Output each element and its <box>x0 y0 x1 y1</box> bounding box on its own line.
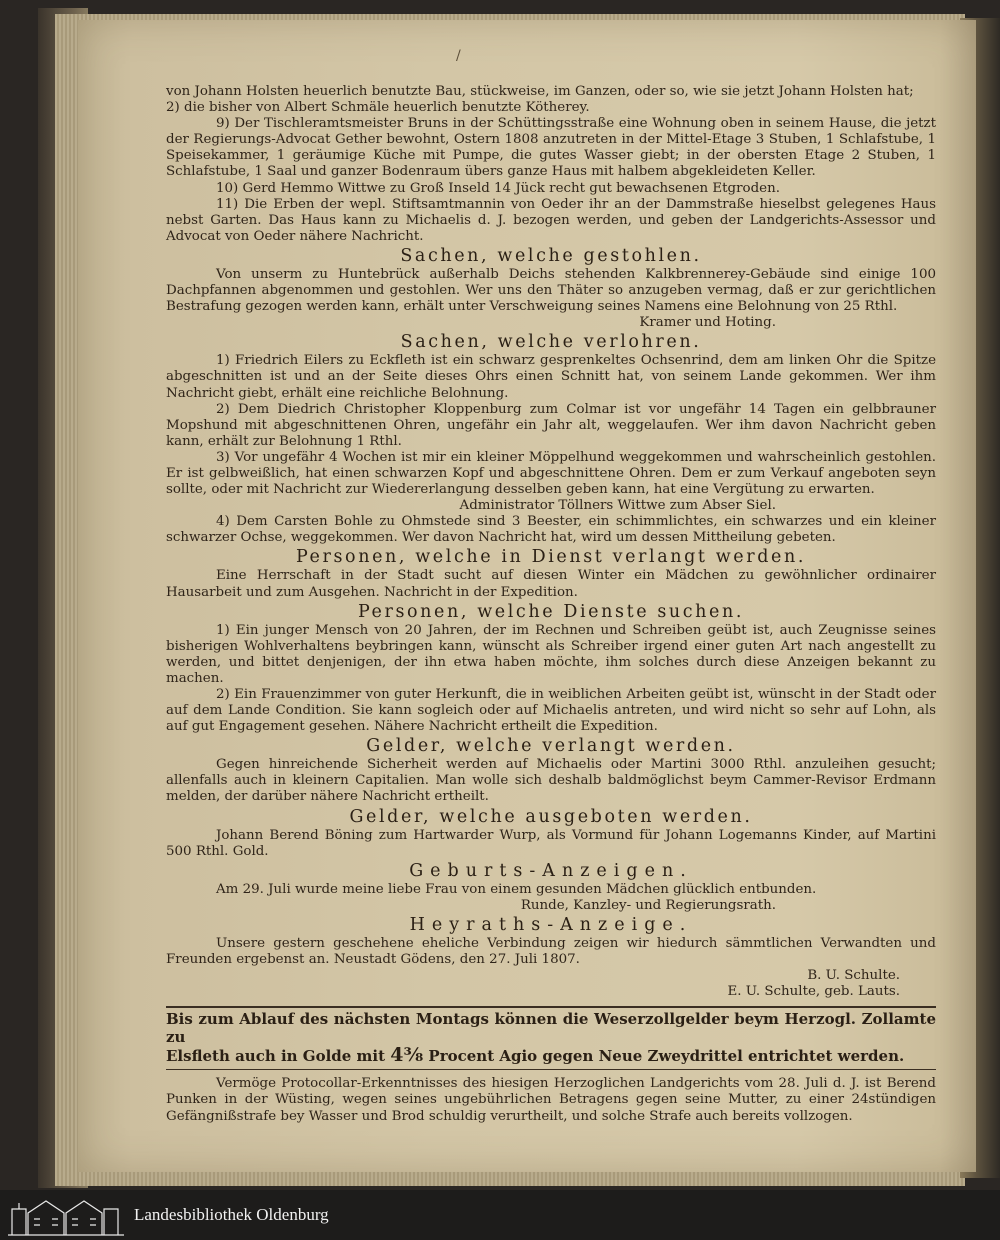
page-text <box>166 84 936 1125</box>
intro-line-2: 2) die bisher von Albert Schmäle heuerlich benutzte Kötherey. <box>166 100 590 116</box>
lost-signature: Administrator Töllners Wittwe zum Abser Siel. <box>459 498 776 514</box>
lost-item-1: 1) Friedrich Eilers zu Eckfleth ist ein schwarz gesprenkeltes Ochsenrind, dem am linken Ohr die Spitze abgeschnitten ist und an der Seite dieses Ohrs einen Schnitt hat, von seinem Lande gekommen. Wer ihm Nachricht giebt, erhält eine reichliche Belohnung. <box>166 353 936 401</box>
customs-notice-line-2b: Procent Agio gegen Neue Zweydrittel entrichtet werden. <box>428 1047 905 1066</box>
wanted-service-heading: Personen, welche in Dienst verlangt werden. <box>295 547 807 568</box>
stolen-text: Von unserm zu Huntebrück außerhalb Deichs stehenden Kalkbrennerey-Gebäude sind einige 100 Dachpfannen abgenommen und gestohlen. Wer uns den Thäter so anzugeben vermag, daß er zur gerichtlichen Bestrafung gezogen werden kann, erhält unter Verschweigung seines Namens eine Belohnung von 25 Rthl. <box>166 266 936 315</box>
money-offered-text: Johann Berend Böning zum Hartwarder Wurp, als Vormund für Johann Logemanns Kinder, auf Martini 500 Rthl. Gold. <box>166 827 936 859</box>
money-wanted-text: Gegen hinreichende Sicherheit werden auf Michaelis oder Martini 3000 Rthl. anzuleihen gesucht; allenfalls auch in kleinern Capitalien. Man wolle sich deshalb baldmöglichst beym Cammer-Revisor Erdmann melden, der darüber nähere Nachricht ertheilt. <box>166 757 936 805</box>
wanted-service-text: Eine Herrschaft in der Stadt sucht auf diesen Winter ein Mädchen zu gewöhnlicher ordinairer Hausarbeit und zum Ausgehen. Nachricht in der Expedition. <box>166 568 936 600</box>
marriages-place-date: Neustadt Gödens, den 27. Juli 1807. <box>333 952 580 968</box>
rental-item-11: 11) Die Erben der wepl. Stiftsamtmannin von Oeder ihr an der Dammstraße hieselbst gelegenes Haus nebst Garten. Das Haus kann zu Michaelis d. J. bezogen werden, und geben der Landgerichts-Assessor und Advocat von Oeder nähere Nachricht. <box>166 196 936 244</box>
notice-rule-bottom <box>166 1069 936 1070</box>
marriages-heading: Heyraths-Anzeige. <box>409 914 693 935</box>
marriages-announcement: Unsere gestern geschehene eheliche Verbindung zeigen wir hiedurch sämmtlichen Verwandten und Freunden ergebenst an. <box>166 935 936 968</box>
seeking-service-item-1: 1) Ein junger Mensch von 20 Jahren, der im Rechnen und Schreiben geübt ist, auch Zeugnisse seines bisherigen Wohlverhaltens beybringen kann, wünscht als Schreiber irgend einer guten Art nach angestellt zu werden, und bittet denjenigen, der ihn etwa haben möchte, ihm solches durch diese Anzeigen bekannt zu machen. <box>166 622 936 686</box>
notice-rule-top <box>166 1006 936 1008</box>
lost-item-3: 3) Vor ungefähr 4 Wochen ist mir ein kleiner Möppelhund weggekommen und wahrscheinlich gestohlen. Er ist gelbweißlich, hat einen schwarzen Kopf und abgeschnittene Ohren. Dem er zum Verkauf angeboten seyn sollte, oder mit Nachricht zur Wiedererlangung desselben geben kann, hat eine Vergütung zu erwarten. <box>166 449 936 498</box>
money-offered-heading: Gelder, welche ausgeboten werden. <box>349 806 753 827</box>
lost-heading: Sachen, welche verlohren. <box>400 332 702 353</box>
rental-item-9: 9) Der Tischleramtsmeister Bruns in der Schüttingsstraße eine Wohnung oben in seinem Hause, die jetzt der Regierungs-Advocat Gether bewohnt, Ostern 1808 anzutreten in der Mittel-Etage 3 Stuben, 1 Schlafstube, 1 Speisekammer, 1 geräumige Küche mit Pumpe, die gutes Wasser giebt; in der obersten Etage 2 Stuben, 1 Schlafstube, 1 Saal und ganzer Bodenraum übers ganze Haus mit halbem abgekleideten Keller. <box>166 116 936 180</box>
births-signature: Runde, Kanzley- und Regierungsrath. <box>520 897 776 913</box>
births-text: Am 29. Juli wurde meine liebe Frau von einem gesunden Mädchen glücklich entbunden. <box>216 881 817 897</box>
customs-notice-line-1: Bis zum Ablauf des nächsten Montags können die Weserzollgelder beym Herzogl. Zollamte zu <box>166 1010 936 1047</box>
library-building-icon <box>6 1195 126 1237</box>
money-wanted-heading: Gelder, welche verlangt werden. <box>366 736 736 757</box>
court-notice: Vermöge Protocollar-Erkenntnisses des hiesigen Herzoglichen Landgerichts vom 28. Juli d. J. ist Berend Punken in der Wüsting, wegen seines ungebührlichen Betragens gegen seine Mutter, zu einer 24stündigen Gefängnißstrafe bey Wasser und Brod schuldig verurtheilt, und solche Strafe auch bereits vollzogen. <box>166 1076 936 1124</box>
stolen-heading: Sachen, welche gestohlen. <box>400 245 702 266</box>
lost-item-2: 2) Dem Diedrich Christopher Kloppenburg zum Colmar ist vor ungefähr 14 Tagen ein gelbbrauner Mopshund mit abgeschnittenen Ohren, ungefähr ein Jahr alt, weggelaufen. Wer ihm davon Nachricht geben kann, erhält zur Belohnung 1 Rthl. <box>166 401 936 449</box>
seeking-service-heading: Personen, welche Dienste suchen. <box>357 601 745 622</box>
customs-notice-fraction: 4⅜ <box>390 1044 424 1067</box>
rental-item-10: 10) Gerd Hemmo Wittwe zu Groß Inseld 14 Jück recht gut bewachsenen Etgroden. <box>216 180 780 196</box>
seeking-service-item-2: 2) Ein Frauenzimmer von guter Herkunft, die in weiblichen Arbeiten geübt ist, wünscht in der Stadt oder auf dem Lande Condition. Sie kann sogleich oder auf Michaelis antreten, und wird nicht so sehr auf Lohn, als auf gut Engagement gesehen. Nähere Nachricht ertheilt die Expedition. <box>166 687 936 735</box>
births-heading: Geburts-Anzeigen. <box>409 860 693 881</box>
marriages-signature-2: E. U. Schulte, geb. Lauts. <box>727 984 900 1000</box>
customs-notice <box>166 1010 936 1065</box>
marriages-signature-1: B. U. Schulte. <box>807 968 900 984</box>
library-name: Landesbibliothek Oldenburg <box>134 1205 329 1224</box>
page-number: / <box>456 48 461 64</box>
customs-notice-line-2a: Elsfleth auch in Golde mit <box>166 1047 386 1066</box>
lost-item-4: 4) Dem Carsten Bohle zu Ohmstede sind 3 Beester, ein schimmlichtes, ein schwarzes und ein kleiner schwarzer Ochse, weggekommen. Wer davon Nachricht hat, wird um dessen Mittheilung gebeten. <box>166 514 936 546</box>
stolen-signature: Kramer und Hoting. <box>639 315 776 331</box>
marriages-text <box>166 936 936 968</box>
intro-line-1: von Johann Holsten heuerlich benutzte Bau, stückweise, im Ganzen, oder so, wie sie jetzt Johann Holsten hat; <box>166 84 914 99</box>
